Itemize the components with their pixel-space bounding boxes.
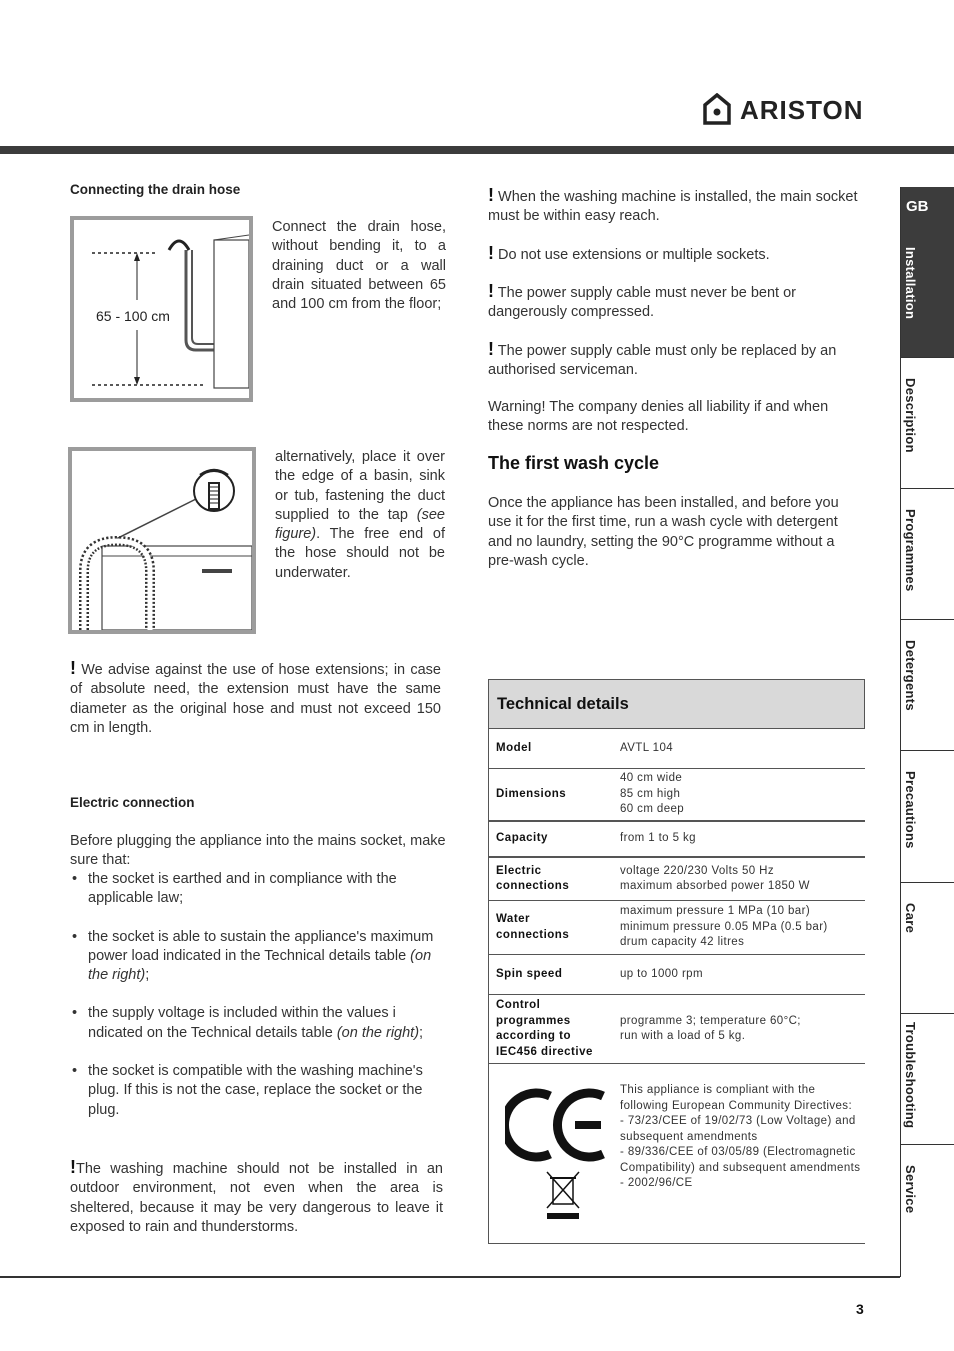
first-wash-title: The first wash cycle <box>488 453 660 473</box>
header-bar <box>0 146 954 154</box>
table-row-ce <box>488 1064 865 1244</box>
drain-height-figure <box>70 216 253 402</box>
extension-warning: ! We advise against the use of hose extensions; in case of absolute need, the extension must have the same diameter as the original hose and must not exceed 150 cm in length. <box>70 658 441 736</box>
page-number: 3 <box>856 1301 864 1317</box>
table-row: Model AVTL 104 <box>488 729 865 769</box>
electric-checklist <box>70 870 446 1139</box>
warning-exclamation-icon: ! <box>488 185 494 205</box>
drain-hose-heading: Connecting the drain hose <box>70 182 241 197</box>
cable-replace-warning: ! The power supply cable must only be replaced by an authorised serviceman. <box>488 339 837 379</box>
drain-text-1: Connect the drain hose, without bending it, to a draining duct or a wall drain situated between 65 and 100 cm from the floor; <box>272 219 446 313</box>
sidebar-item-installation[interactable]: Installation <box>901 227 954 358</box>
footer-rule <box>0 1276 900 1278</box>
table-row: Dimensions 40 cm wide 85 cm high 60 cm deep <box>488 769 865 822</box>
table-row: Electric connections voltage 220/230 Volts 50 Hz maximum absorbed power 1850 W <box>488 858 865 901</box>
warning-exclamation-icon: ! <box>488 281 494 301</box>
table-title: Technical details <box>488 679 865 729</box>
warning-exclamation-icon: ! <box>488 243 494 263</box>
electric-intro: Before plugging the appliance into the mains socket, make sure that: <box>70 833 446 869</box>
list-item: • the socket is earthed and in compliance with the applicable law; <box>70 870 446 909</box>
list-item: • the socket is able to sustain the appliance's maximum power load indicated in the Technical details table (on the right); <box>70 928 446 986</box>
technical-details-table <box>488 679 865 1244</box>
warning-exclamation-icon: ! <box>70 658 76 678</box>
electric-connection-heading: Electric connection <box>70 795 195 810</box>
brand-logo <box>703 93 888 125</box>
extensions-warning: ! Do not use extensions or multiple sockets. <box>488 243 770 263</box>
table-row: Capacity from 1 to 5 kg <box>488 822 865 858</box>
outdoor-warning: !The washing machine should not be installed in an outdoor environment, not even when the area is sheltered, because it may be very dangerous to leave it exposed to rain and thunderstorms. <box>70 1157 443 1235</box>
list-item: • the supply voltage is included within the values i ndicated on the Technical details table (on the right); <box>70 1004 446 1043</box>
brand-name: ARISTON <box>740 95 864 125</box>
sidebar-item-troubleshooting[interactable]: Troubleshooting <box>901 1014 954 1145</box>
table-row: Spin speed up to 1000 rpm <box>488 955 865 995</box>
drain-basin-figure <box>68 447 256 634</box>
warning-exclamation-icon: ! <box>70 1157 76 1177</box>
sidebar-item-service[interactable]: Service <box>903 1165 918 1214</box>
ce-compliance-text: This appliance is compliant with the following European Community Directives: - 73/23/CEE of 19/02/73 (Low Voltage) and subsequent amendments - 89/336/CEE of 03/05/89 (Electromagnetic Compatibility) and subsequent amendments - 2002/96/CE <box>620 1084 861 1189</box>
warning-exclamation-icon: ! <box>488 339 494 359</box>
sidebar-item-care[interactable]: Care <box>901 883 954 1014</box>
cable-bent-warning: ! The power supply cable must never be bent or dangerously compressed. <box>488 281 797 321</box>
sidebar-item-programmes[interactable]: Programmes <box>901 489 954 620</box>
list-item: • the socket is compatible with the washing machine's plug. If this is not the case, replace the socket or the plug. <box>70 1062 446 1120</box>
weee-bin-icon <box>544 1170 584 1222</box>
table-row: Control programmes according to IEC456 directive programme 3; temperature 60°C; run with a load of 5 kg. <box>488 995 865 1064</box>
liability-warning: Warning! The company denies all liability if and when these norms are not respected. <box>488 399 829 435</box>
table-row: Water connections maximum pressure 1 MPa (10 bar) minimum pressure 0.05 MPa (0.5 bar) drum capacity 42 litres <box>488 901 865 955</box>
drain-text-2: alternatively, place it over the edge of a basin, sink or tub, fastening the duct supplied to the tap (see figure). The free end of the hose should not be underwater. <box>275 449 445 581</box>
ce-marks <box>489 1064 620 1242</box>
hose-over-basin-illustration <box>72 451 252 630</box>
sidebar-item-detergents[interactable]: Detergents <box>901 620 954 751</box>
section-sidebar <box>900 187 954 1277</box>
first-wash-text: Once the appliance has been installed, and before you use it for the first time, run a wash cycle with detergent and no laundry, setting the 90°C programme without a pre-wash cycle. <box>488 495 839 569</box>
ariston-house-icon <box>703 93 733 125</box>
socket-reach-warning: ! When the washing machine is installed, the main socket must be within easy reach. <box>488 185 858 225</box>
sidebar-item-description[interactable]: Description <box>901 358 954 489</box>
sidebar-item-precautions[interactable]: Precautions <box>901 751 954 883</box>
height-range-label: 65 - 100 cm <box>96 308 170 324</box>
language-badge: GB <box>901 187 954 227</box>
